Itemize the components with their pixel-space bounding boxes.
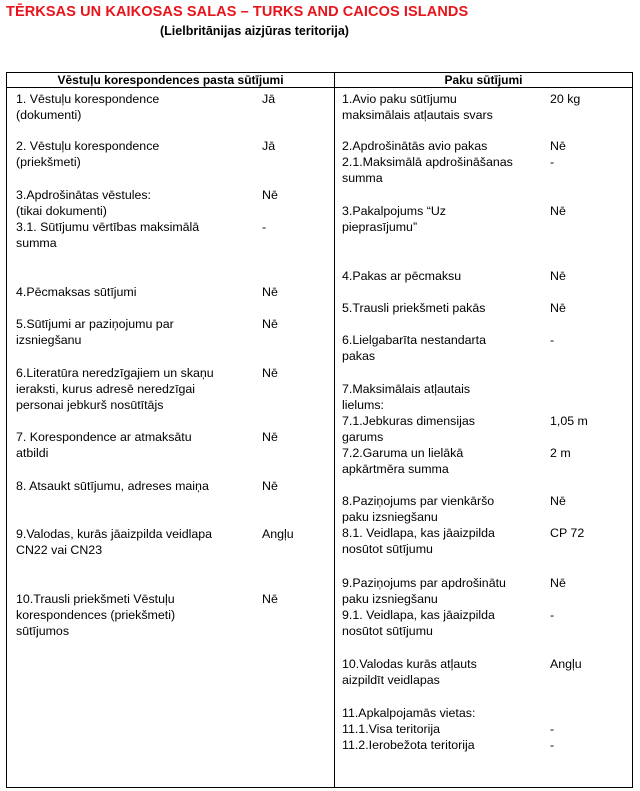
left-row-7-label: ieraksti, kurus adresē neredzīgai bbox=[16, 382, 196, 396]
left-column-header: Vēstuļu korespondences pasta sūtījumi bbox=[57, 73, 284, 87]
left-row-8-label: atbildi bbox=[16, 446, 49, 460]
left-row-4-value: - bbox=[262, 220, 267, 234]
left-row-1-label: (dokumenti) bbox=[16, 108, 82, 122]
right-row-14-label: nosūtot sūtījumu bbox=[342, 624, 433, 638]
right-row-3-label: summa bbox=[342, 171, 383, 185]
right-row-11-label: 8.Paziņojums par vienkāršo bbox=[342, 494, 495, 508]
right-row-13-label: paku izsniegšanu bbox=[342, 592, 438, 606]
right-row-9-label: 7.1.Jebkuras dimensijas bbox=[342, 414, 475, 428]
left-row-10-label: 9.Valodas, kurās jāaizpilda veidlapa bbox=[16, 527, 213, 541]
right-row-15-label: aizpildīt veidlapas bbox=[342, 673, 440, 687]
left-row-2-label: 2. Vēstuļu korespondence bbox=[16, 139, 160, 153]
right-row-3-value: - bbox=[550, 155, 555, 169]
column-divider bbox=[334, 73, 335, 787]
right-row-10-value: 2 m bbox=[550, 446, 571, 460]
right-row-17-value: - bbox=[550, 722, 555, 736]
left-row-8-value: Nē bbox=[262, 430, 278, 444]
left-row-4-label: summa bbox=[16, 236, 57, 250]
left-row-11-label: sūtījumos bbox=[16, 624, 70, 638]
left-row-6-value: Nē bbox=[262, 317, 278, 331]
right-row-1-value: 20 kg bbox=[550, 92, 581, 106]
left-row-9-value: Nē bbox=[262, 479, 278, 493]
header-divider bbox=[7, 87, 632, 88]
right-row-9-value: 1,05 m bbox=[550, 414, 588, 428]
right-row-7-label: pakas bbox=[342, 349, 376, 363]
right-row-12-value: CP 72 bbox=[550, 526, 585, 540]
left-row-9-label: 8. Atsaukt sūtījumu, adreses maiņa bbox=[16, 479, 209, 493]
left-row-11-value: Nē bbox=[262, 592, 278, 606]
right-row-2-value: Nē bbox=[550, 139, 566, 153]
right-row-6-label: 5.Trausli priekšmeti pakās bbox=[342, 301, 486, 315]
right-row-15-label: 10.Valodas kurās atļauts bbox=[342, 657, 477, 671]
right-row-14-value: - bbox=[550, 608, 555, 622]
left-row-3-label: (tikai dokumenti) bbox=[16, 204, 107, 218]
left-row-7-label: personai jebkurš nosūtītājs bbox=[16, 398, 164, 412]
left-row-2-label: (priekšmeti) bbox=[16, 155, 81, 169]
right-row-10-label: apkārtmēra summa bbox=[342, 462, 449, 476]
right-row-4-label: pieprasījumu” bbox=[342, 220, 418, 234]
left-row-11-label: korespondences (priekšmeti) bbox=[16, 608, 176, 622]
right-row-11-value: Nē bbox=[550, 494, 566, 508]
right-row-1-label: 1.Avio paku sūtījumu bbox=[342, 92, 457, 106]
left-row-1-value: Jā bbox=[262, 92, 276, 106]
right-row-13-value: Nē bbox=[550, 576, 566, 590]
right-row-7-value: - bbox=[550, 333, 555, 347]
right-row-11-label: paku izsniegšanu bbox=[342, 510, 438, 524]
right-row-8-label: lielums: bbox=[342, 398, 384, 412]
right-row-5-value: Nē bbox=[550, 269, 566, 283]
left-row-1-label: 1. Vēstuļu korespondence bbox=[16, 92, 160, 106]
left-row-7-value: Nē bbox=[262, 366, 278, 380]
right-row-2-label: 2.Apdrošinātās avio pakas bbox=[342, 139, 488, 153]
right-row-4-value: Nē bbox=[550, 204, 566, 218]
left-row-10-label: CN22 vai CN23 bbox=[16, 543, 103, 557]
left-row-7-label: 6.Literatūra neredzīgajiem un skaņu bbox=[16, 366, 214, 380]
right-row-8-label: 7.Maksimālais atļautais bbox=[342, 382, 471, 396]
right-row-15-value: Angļu bbox=[550, 657, 582, 671]
right-row-12-label: nosūtot sūtījumu bbox=[342, 542, 433, 556]
right-row-6-value: Nē bbox=[550, 301, 566, 315]
right-row-12-label: 8.1. Veidlapa, kas jāaizpilda bbox=[342, 526, 495, 540]
left-row-3-value: Nē bbox=[262, 188, 278, 202]
right-row-4-label: 3.Pakalpojums “Uz bbox=[342, 204, 446, 218]
right-row-9-label: garums bbox=[342, 430, 384, 444]
left-row-11-label: 10.Trausli priekšmeti Vēstuļu bbox=[16, 592, 175, 606]
right-row-7-label: 6.Lielgabarīta nestandarta bbox=[342, 333, 486, 347]
left-row-6-label: 5.Sūtījumi ar paziņojumu par bbox=[16, 317, 174, 331]
left-row-3-label: 3.Apdrošinātas vēstules: bbox=[16, 188, 151, 202]
left-row-6-label: izsniegšanu bbox=[16, 333, 82, 347]
page-title: TĒRKSAS UN KAIKOSAS SALAS – TURKS AND CAICOS ISLANDS bbox=[6, 4, 469, 20]
left-row-5-value: Nē bbox=[262, 285, 278, 299]
left-row-2-value: Jā bbox=[262, 139, 276, 153]
right-row-10-label: 7.2.Garuma un lielākā bbox=[342, 446, 464, 460]
right-row-18-label: 11.2.Ierobežota teritorija bbox=[342, 738, 475, 752]
right-row-17-label: 11.1.Visa teritorija bbox=[342, 722, 441, 736]
right-row-5-label: 4.Pakas ar pēcmaksu bbox=[342, 269, 462, 283]
right-row-13-label: 9.Paziņojums par apdrošinātu bbox=[342, 576, 506, 590]
left-row-8-label: 7. Korespondence ar atmaksātu bbox=[16, 430, 192, 444]
right-column-header: Paku sūtījumi bbox=[444, 73, 523, 87]
right-row-3-label: 2.1.Maksimālā apdrošināšanas bbox=[342, 155, 513, 169]
right-row-1-label: maksimālais atļautais svars bbox=[342, 108, 493, 122]
left-row-4-label: 3.1. Sūtījumu vērtības maksimālā bbox=[16, 220, 200, 234]
page-subtitle: (Lielbritānijas aizjūras teritorija) bbox=[160, 24, 349, 38]
right-row-16-label: 11.Apkalpojamās vietas: bbox=[342, 706, 476, 720]
left-row-5-label: 4.Pēcmaksas sūtījumi bbox=[16, 285, 137, 299]
left-row-10-value: Angļu bbox=[262, 527, 294, 541]
right-row-14-label: 9.1. Veidlapa, kas jāaizpilda bbox=[342, 608, 495, 622]
right-row-18-value: - bbox=[550, 738, 555, 752]
services-table bbox=[6, 72, 633, 788]
